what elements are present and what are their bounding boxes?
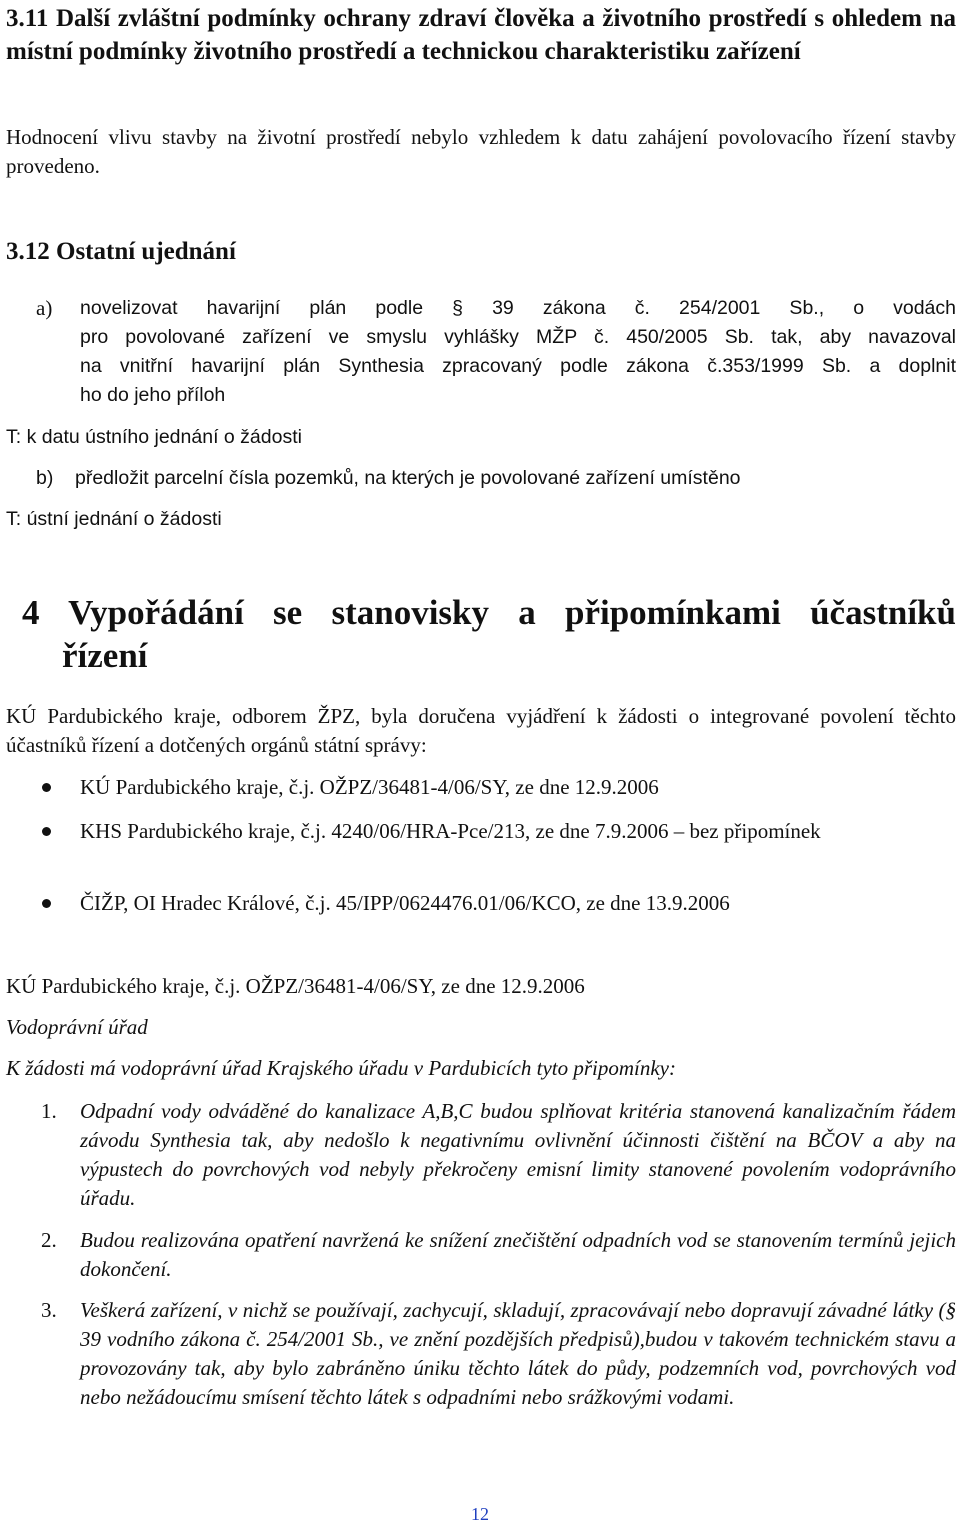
section-4-heading-line-1: 4 Vypořádání se stanovisky a připomínkami účastníků (22, 593, 956, 632)
item-b-text: předložit parcelní čísla pozemků, na kterých je povolované zařízení umístěno (75, 467, 741, 489)
remark-item: Veškerá zařízení, v nichž se používají, zachycují, skladují, zpracovávají nebo dopravují závadné látky (§ 39 vodního zákona č. 254/2001 Sb., ve znění pozdějších předpisů),budou v takovém technickém stavu a provozovány tak, aby bylo zabráněno úniku těchto látek do půdy, podzemních vod, povrchových vod nebo nežádoucímu smísení těchto látek s odpadními nebo srážkovými vodami. (80, 1298, 956, 1409)
section-3-11-heading: 3.11 Další zvláštní podmínky ochrany zdraví člověka a životního prostředí s ohledem na místní podmínky životního prostředí a technickou charakteristiku zařízení (6, 5, 956, 65)
item-a-line-2: pro povolované zařízení ve smyslu vyhlášky MŽP č. 450/2005 Sb. tak, aby navazoval (80, 326, 956, 348)
ku-reference: KÚ Pardubického kraje, č.j. OŽPZ/36481-4/06/SY, ze dne 12.9.2006 (6, 974, 585, 998)
office-intro: K žádosti má vodoprávní úřad Krajského úřadu v Pardubicích tyto připomínky: (6, 1056, 676, 1080)
item-a-marker: a) (36, 296, 53, 320)
item-number: 3. (41, 1298, 57, 1322)
section-3-12-heading: 3.12 Ostatní ujednání (6, 238, 236, 265)
item-a-line-4: ho do jeho příloh (80, 384, 226, 406)
bullet-item: ČIŽP, OI Hradec Králové, č.j. 45/IPP/0624476.01/06/KCO, ze dne 13.9.2006 (80, 891, 730, 915)
item-a-line-1: novelizovat havarijní plán podle § 39 zákona č. 254/2001 Sb., o vodách (80, 297, 956, 319)
bullet-dot-icon (42, 783, 51, 792)
remark-item: Odpadní vody odváděné do kanalizace A,B,C budou splňovat kritéria stanovená kanalizačním řádem závodu Synthesia tak, aby nedošlo k negativnímu ovlivnění účinnosti čištění na BČOV a aby na výpustech do povrchových vod nebyly překročeny emisní limity stanovené povolením vodoprávního úřadu. (80, 1099, 956, 1210)
remark-item: Budou realizována opatření navržená ke snížení znečištění odpadních vod se stanovením termínů jejich dokončení. (80, 1228, 956, 1281)
term-b: T: ústní jednání o žádosti (6, 508, 222, 530)
item-number: 1. (41, 1099, 57, 1123)
item-number: 2. (41, 1228, 57, 1252)
bullet-dot-icon (42, 899, 51, 908)
section-3-11-text: Hodnocení vlivu stavby na životní prostředí nebylo vzhledem k datu zahájení povolovacího řízení stavby provedeno. (6, 125, 956, 178)
section-4-intro: KÚ Pardubického kraje, odborem ŽPZ, byla doručena vyjádření k žádosti o integrované povolení těchto účastníků řízení a dotčených orgánů státní správy: (6, 704, 956, 757)
term-a: T: k datu ústního jednání o žádosti (6, 426, 302, 448)
bullet-item: KÚ Pardubického kraje, č.j. OŽPZ/36481-4/06/SY, ze dne 12.9.2006 (80, 775, 659, 799)
section-4-heading-line-2: řízení (62, 636, 148, 675)
page-number: 12 (471, 1504, 489, 1524)
bullet-dot-icon (42, 827, 51, 836)
bullet-item: KHS Pardubického kraje, č.j. 4240/06/HRA-Pce/213, ze dne 7.9.2006 – bez připomínek (80, 819, 821, 843)
item-b-marker: b) (36, 467, 54, 489)
office-name: Vodoprávní úřad (6, 1015, 148, 1039)
item-a-line-3: na vnitřní havarijní plán Synthesia zpracovaný podle zákona č.353/1999 Sb. a doplnit (80, 355, 956, 377)
